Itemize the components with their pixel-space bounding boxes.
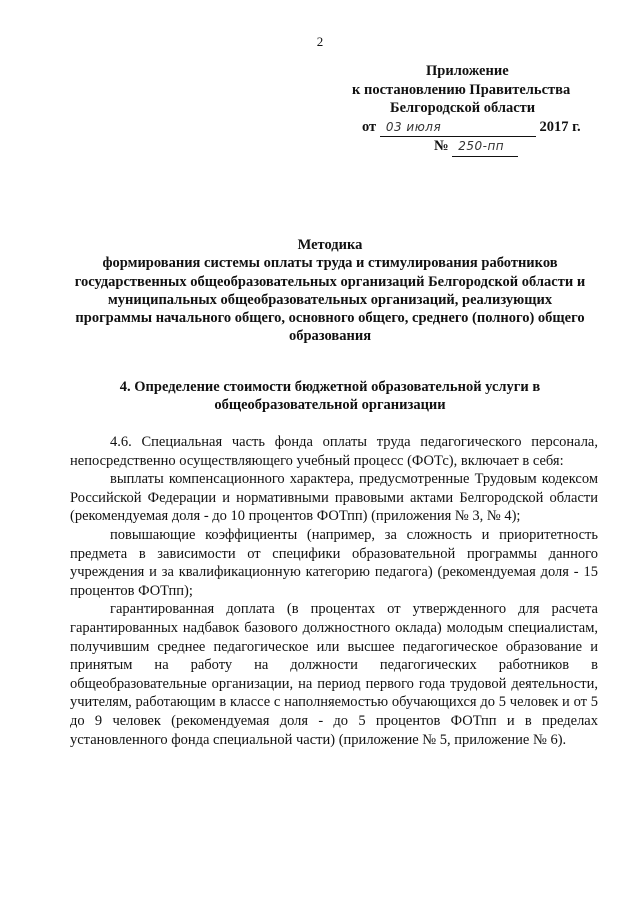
number-prefix: № xyxy=(434,138,449,154)
appendix-header xyxy=(340,62,600,157)
appendix-number-line xyxy=(340,137,600,157)
page-number: 2 xyxy=(316,34,324,49)
appendix-resolution-ref: к постановлению Правительства xyxy=(352,81,571,98)
document-subtitle: формирования системы оплаты труда и стимулирования работников государственных общеобразовательных организаций Белгородской области и муниципальных общеобразовательных организаций, реализующих программы начального общего, основного общего, среднего (полного) общего образования xyxy=(74,255,586,345)
section-heading: 4. Определение стоимости бюджетной образовательной услуги в общеобразовательной организации xyxy=(119,379,541,414)
paragraph: гарантированная доплата (в процентах от утвержденного для расчета гарантированных надбавок базового должностного оклада) молодым специалистам, получившим среднее педагогическое или высшее педагогическое образование и принятым на работу на должности педагогических работников в общеобразовательные организации, на период первого года трудовой деятельности, учителям, работающим в классе с наполняемостью обучающихся до 5 человек и от 5 до 9 человек (рекомендуемая доля - до 5 процентов ФОТпп и в пределах установленного фонда специальной части) (приложение № 5, приложение № 6). xyxy=(70,601,598,748)
date-prefix: от xyxy=(362,118,377,135)
body-text xyxy=(70,433,598,749)
appendix-date-line xyxy=(340,118,600,138)
year-suffix: 2017 г. xyxy=(539,118,581,135)
paragraph: 4.6. Специальная часть фонда оплаты труда педагогического персонала, непосредственно осуществляющего учебный процесс (ФОТс), включает в себя: xyxy=(70,434,598,469)
document-title-block xyxy=(70,236,590,346)
document-title: Методика xyxy=(297,237,363,253)
paragraph: выплаты компенсационного характера, предусмотренные Трудовым кодексом Российской Федерации и нормативными правовыми актами Белгородской области (рекомендуемая доля - до 10 процентов ФОТпп) (приложения № 3, № 4); xyxy=(70,471,598,525)
date-handwritten: 03 июля xyxy=(380,118,536,138)
appendix-label: Приложение xyxy=(426,63,509,79)
appendix-region: Белгородской области xyxy=(390,100,536,116)
paragraph: повышающие коэффициенты (например, за сложность и приоритетность предмета в зависимости от специфики образовательной программы данного учреждения и за квалификационную категорию педагога) (рекомендуемая доля - 15 процентов ФОТпп); xyxy=(70,526,598,599)
number-handwritten: 250-пп xyxy=(452,137,518,157)
